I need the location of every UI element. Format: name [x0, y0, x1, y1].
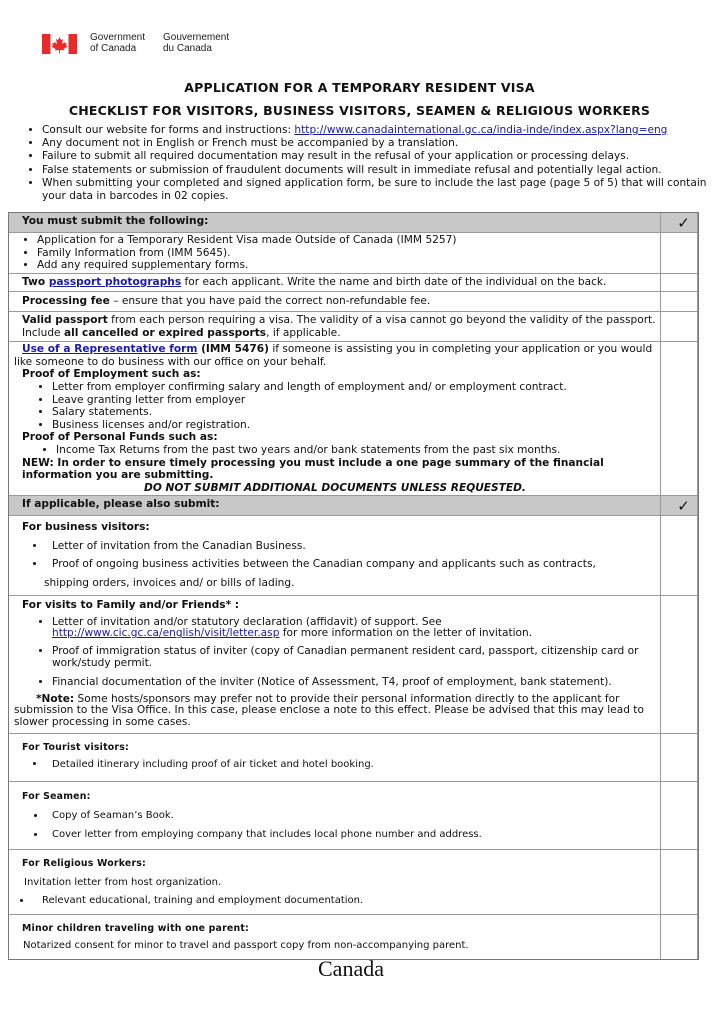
new-note: NEW: In order to ensure timely processing you must include a one page summary of the financial information you are submitting.	[22, 456, 604, 482]
invitation-letter-link[interactable]: http://www.cic.gc.ca/english/visit/letter.asp	[52, 627, 280, 640]
government-of-canada-english: Government of Canada	[90, 32, 146, 54]
table-row: Use of a Representative form (IMM 5476) if someone is assisting you in completing your application or you would like someone to do business with our office on your behalf. Proof of Employment such as: • Letter from employer confirming salary and length of employment and/ or employment contract. • Leave granting letter from employer • Salary statements. • Business licenses and/or registration. Proof of Personal Funds such as: • Income Tax Returns from the past two years and/or bank statements from the past six months. NEW: In order to ensure timely processing you must include a one page summary of the financial information you are submitting. DO NOT SUBMIT ADDITIONAL DOCUMENTS UNLESS REQUESTED.	[9, 342, 698, 496]
list-item: • Family Information from (IMM 5645).	[37, 247, 656, 260]
business-heading: For business visitors:	[22, 521, 150, 534]
passport-photographs-link[interactable]: passport photographs	[48, 275, 182, 288]
tourist-heading: For Tourist visitors:	[22, 742, 129, 754]
table-row	[9, 516, 698, 596]
check-icon: ✓	[661, 496, 698, 515]
intro-item: • Failure to submit all required documentation may result in the refusal of your application or processing delays.	[42, 150, 719, 163]
list-item: • Detailed itinerary including proof of air ticket and hotel booking.	[46, 756, 656, 773]
intro-item: • When submitting your completed and signed application form, be sure to include the last page (page 5 of 5) that will contain your data in barcodes in 02 copies.	[42, 177, 719, 203]
table-row	[9, 734, 698, 782]
intro-item: • Any document not in English or French must be accompanied by a translation.	[42, 137, 719, 150]
do-not-submit-note: DO NOT SUBMIT ADDITIONAL DOCUMENTS UNLESS REQUESTED.	[144, 481, 526, 494]
list-item: • Add any required supplementary forms.	[37, 259, 656, 272]
checkbox-cell[interactable]	[661, 782, 698, 849]
table-row	[9, 850, 698, 915]
checkbox-cell[interactable]	[661, 596, 698, 733]
canada-flag-icon	[42, 34, 77, 54]
intro-item: • False statements or submission of fraudulent documents will result in immediate refusal and potentially legal action.	[42, 164, 719, 177]
checkbox-cell[interactable]	[661, 734, 698, 781]
minor-line: Notarized consent for minor to travel and passport copy from non-accompanying parent.	[23, 940, 469, 952]
list-item: • Salary statements.	[52, 406, 656, 419]
list-item: • Application for a Temporary Resident Visa made Outside of Canada (IMM 5257)	[37, 234, 656, 247]
employment-heading: Proof of Employment such as:	[22, 368, 201, 381]
minor-heading: Minor children traveling with one parent:	[22, 922, 249, 934]
intro-item: • Consult our website for forms and instructions: http://www.canadainternational.gc.ca/india-inde/index.aspx?lang=eng	[42, 124, 719, 137]
list-item: • Cover letter from employing company that includes local phone number and address.	[46, 825, 656, 844]
list-item: • Income Tax Returns from the past two years and/or bank statements from the past six months.	[56, 444, 656, 457]
government-of-canada-logo	[42, 32, 242, 58]
checkbox-cell[interactable]	[661, 516, 698, 595]
applicable-header: If applicable, please also submit:	[9, 496, 661, 515]
canada-wordmark: Canada	[318, 956, 384, 981]
website-link[interactable]: http://www.canadainternational.gc.ca/india-inde/index.aspx?lang=eng	[294, 124, 668, 136]
religious-line: Invitation letter from host organization.	[24, 876, 222, 888]
funds-list	[14, 444, 656, 457]
forms-list	[17, 234, 656, 272]
list-item: • Business licenses and/or registration.	[52, 419, 656, 432]
table-row	[9, 233, 698, 274]
table-row	[9, 782, 698, 850]
required-header-row	[9, 213, 698, 233]
religious-heading: For Religious Workers:	[22, 858, 147, 870]
table-row: Processing fee – ensure that you have paid the correct non-refundable fee.	[9, 292, 698, 312]
list-item: • Copy of Seaman’s Book.	[46, 806, 656, 825]
family-note: *Note: Some hosts/sponsors may prefer not to provide their personal information directly to the applicant for submission to the Visa Office. In this case, please enclose a note to this effect. Please be advised that this may lead to slower processing in some cases.	[14, 692, 644, 728]
employment-list	[14, 381, 656, 431]
seamen-heading: For Seamen:	[22, 791, 91, 803]
checkbox-cell[interactable]	[661, 233, 698, 273]
list-item: • Proof of ongoing business activities between the Canadian company and applicants such as contracts,	[46, 555, 656, 574]
checkbox-cell[interactable]	[661, 915, 698, 959]
checkbox-cell[interactable]	[661, 292, 698, 311]
checklist-table	[8, 212, 699, 960]
checkbox-cell[interactable]	[661, 342, 698, 495]
list-item: • Financial documentation of the inviter (Notice of Assessment, T4, proof of employment, bank statement).	[52, 677, 656, 689]
check-icon: ✓	[661, 213, 698, 232]
list-item: • Proof of immigration status of inviter (copy of Canadian permanent resident card, passport, citizenship card or work/study permit.	[52, 646, 656, 669]
applicable-header-row	[9, 496, 698, 516]
checkbox-cell[interactable]	[661, 274, 698, 292]
intro-list	[22, 124, 719, 203]
checkbox-cell[interactable]	[661, 312, 698, 341]
checkbox-cell[interactable]	[661, 850, 698, 914]
table-row	[9, 915, 698, 959]
list-item-continued: shipping orders, invoices and/ or bills of lading.	[44, 576, 295, 589]
list-item: • Relevant educational, training and employment documentation.	[32, 892, 656, 911]
table-row	[9, 596, 698, 734]
list-item: • Letter from employer confirming salary and length of employment and/ or employment contract.	[52, 381, 656, 394]
table-row: Valid passport from each person requiring a visa. The validity of a visa cannot go beyond the validity of the passport. Include all cancelled or expired passports, if applicable.	[9, 312, 698, 342]
list-item: • Letter of invitation from the Canadian Business.	[46, 537, 656, 556]
page-subtitle: CHECKLIST FOR VISITORS, BUSINESS VISITORS, SEAMEN & RELIGIOUS WORKERS	[68, 103, 651, 118]
family-heading: For visits to Family and/or Friends* :	[22, 599, 240, 612]
government-of-canada-french: Gouvernement du Canada	[163, 32, 230, 54]
funds-heading: Proof of Personal Funds such as:	[22, 431, 218, 444]
table-row: Two passport photographs for each applicant. Write the name and birth date of the individual on the back.	[9, 274, 698, 293]
list-item: • Letter of invitation and/or statutory declaration (affidavit) of support. See http://www.cic.gc.ca/english/visit/letter.asp for more information on the letter of invitation.	[52, 617, 656, 640]
list-item: • Leave granting letter from employer	[52, 394, 656, 407]
representative-form-link[interactable]: Use of a Representative form	[22, 343, 198, 356]
page-title: APPLICATION FOR A TEMPORARY RESIDENT VISA	[184, 80, 535, 95]
required-header: You must submit the following:	[9, 213, 661, 232]
